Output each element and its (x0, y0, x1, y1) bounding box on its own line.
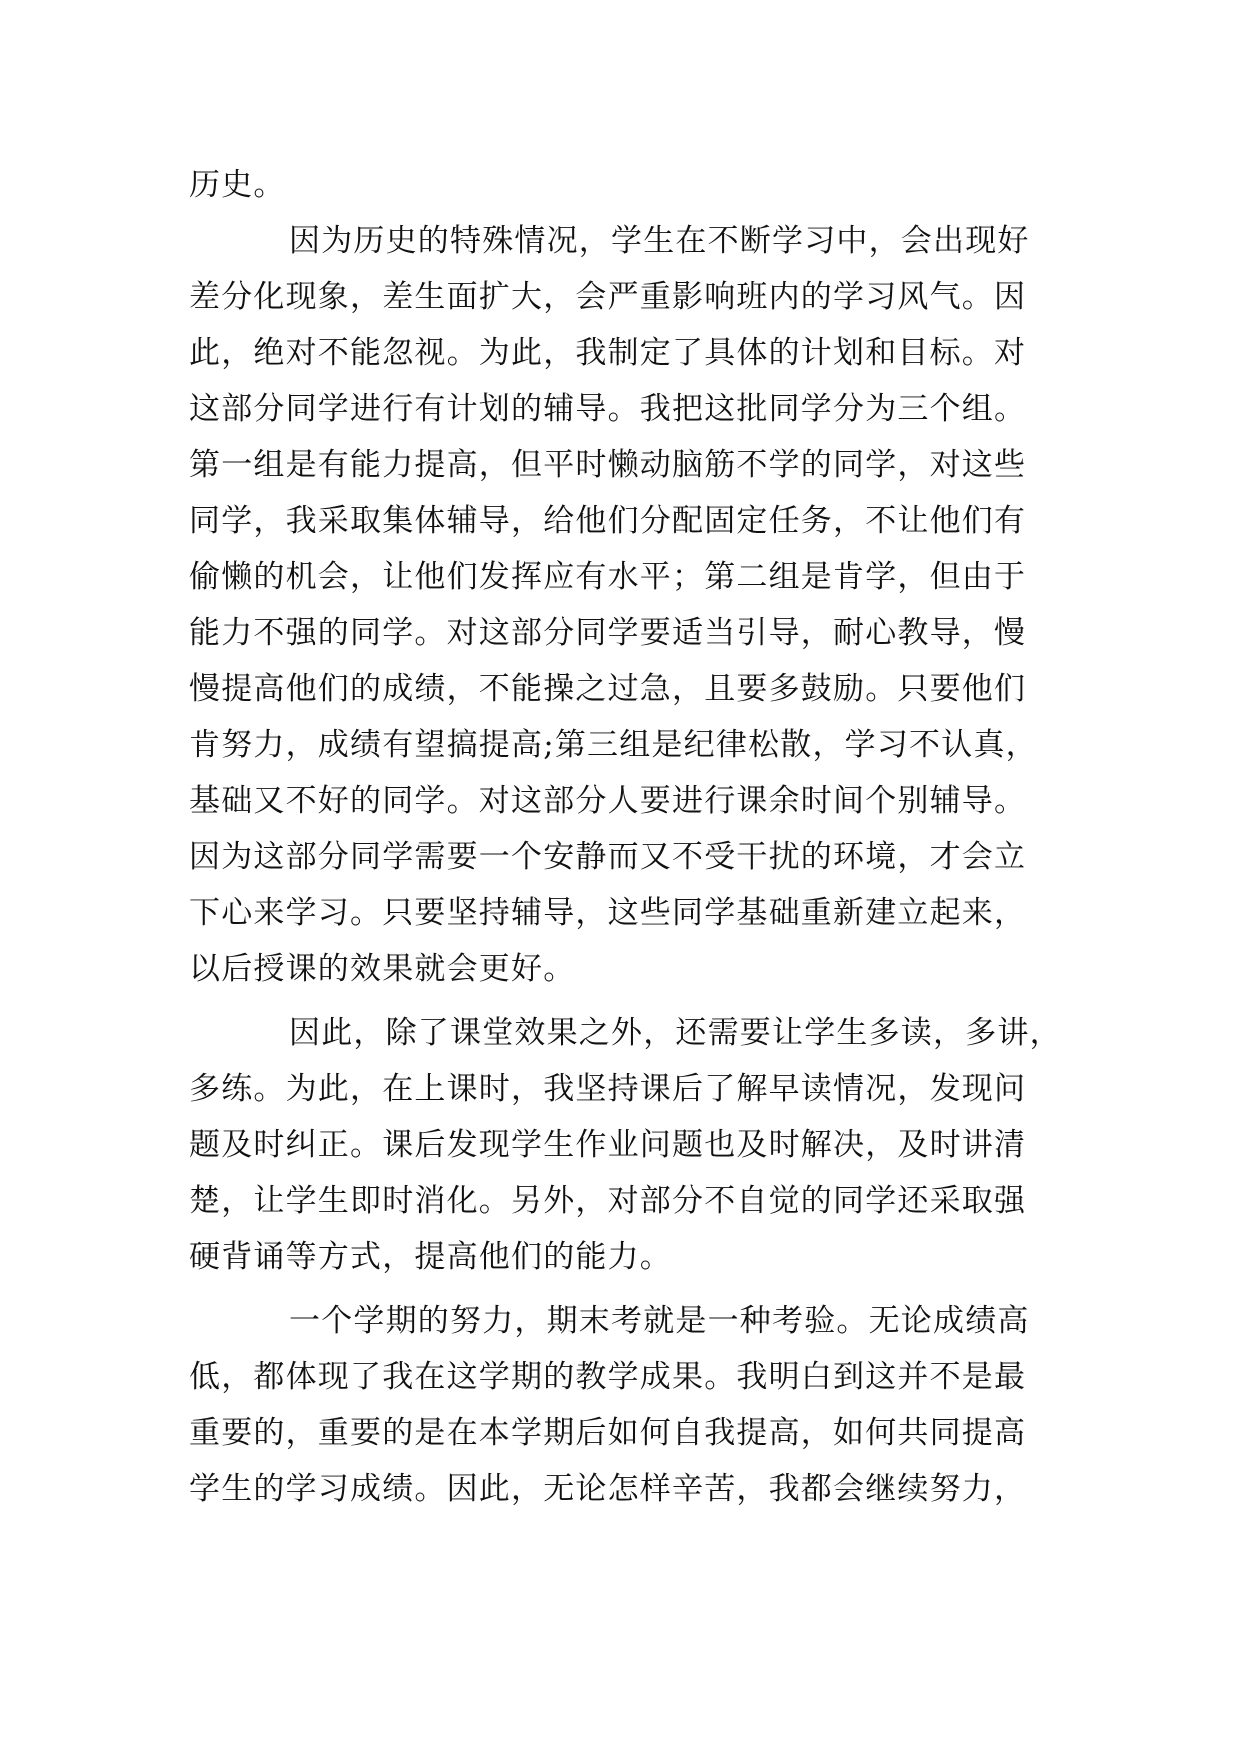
text-line: 第一组是有能力提高，但平时懒动脑筋不学的同学，对这些 (189, 447, 1027, 483)
text-line: 以后授课的效果就会更好。 (189, 951, 576, 987)
text-line: 同学，我采取集体辅导，给他们分配固定任务，不让他们有 (189, 503, 1027, 539)
paragraph-start-line: 一个学期的努力，期末考就是一种考验。无论成绩高 (289, 1303, 1030, 1339)
text-line: 历史。 (189, 167, 286, 203)
text-line: 学生的学习成绩。因此，无论怎样辛苦，我都会继续努力， (189, 1471, 1027, 1507)
text-line: 偷懒的机会，让他们发挥应有水平；第二组是肯学，但由于 (189, 559, 1027, 595)
text-line: 这部分同学进行有计划的辅导。我把这批同学分为三个组。 (189, 391, 1027, 427)
text-line: 下心来学习。只要坚持辅导，这些同学基础重新建立起来， (189, 895, 1027, 931)
text-line: 楚，让学生即时消化。另外，对部分不自觉的同学还采取强 (189, 1183, 1027, 1219)
text-line: 差分化现象，差生面扩大，会严重影响班内的学习风气。因 (189, 279, 1027, 315)
text-line: 硬背诵等方式，提高他们的能力。 (189, 1239, 672, 1275)
paragraph-start-line: 因为历史的特殊情况，学生在不断学习中，会出现好 (289, 223, 1030, 259)
text-line: 此，绝对不能忽视。为此，我制定了具体的计划和目标。对 (189, 335, 1027, 371)
text-line: 题及时纠正。课后发现学生作业问题也及时解决，及时讲清 (189, 1127, 1027, 1163)
text-line: 慢提高他们的成绩，不能操之过急，且要多鼓励。只要他们 (189, 671, 1027, 707)
text-line: 因为这部分同学需要一个安静而又不受干扰的环境，才会立 (189, 839, 1027, 875)
text-line: 多练。为此，在上课时，我坚持课后了解早读情况，发现问 (189, 1071, 1027, 1107)
text-line: 低，都体现了我在这学期的教学成果。我明白到这并不是最 (189, 1359, 1027, 1395)
text-line: 重要的，重要的是在本学期后如何自我提高，如何共同提高 (189, 1415, 1027, 1451)
text-line: 基础又不好的同学。对这部分人要进行课余时间个别辅导。 (189, 783, 1027, 819)
text-line: 肯努力，成绩有望搞提高;第三组是纪律松散，学习不认真， (189, 727, 1038, 763)
paragraph-start-line: 因此，除了课堂效果之外，还需要让学生多读，多讲， (289, 1015, 1062, 1051)
text-line: 能力不强的同学。对这部分同学要适当引导，耐心教导，慢 (189, 615, 1027, 651)
